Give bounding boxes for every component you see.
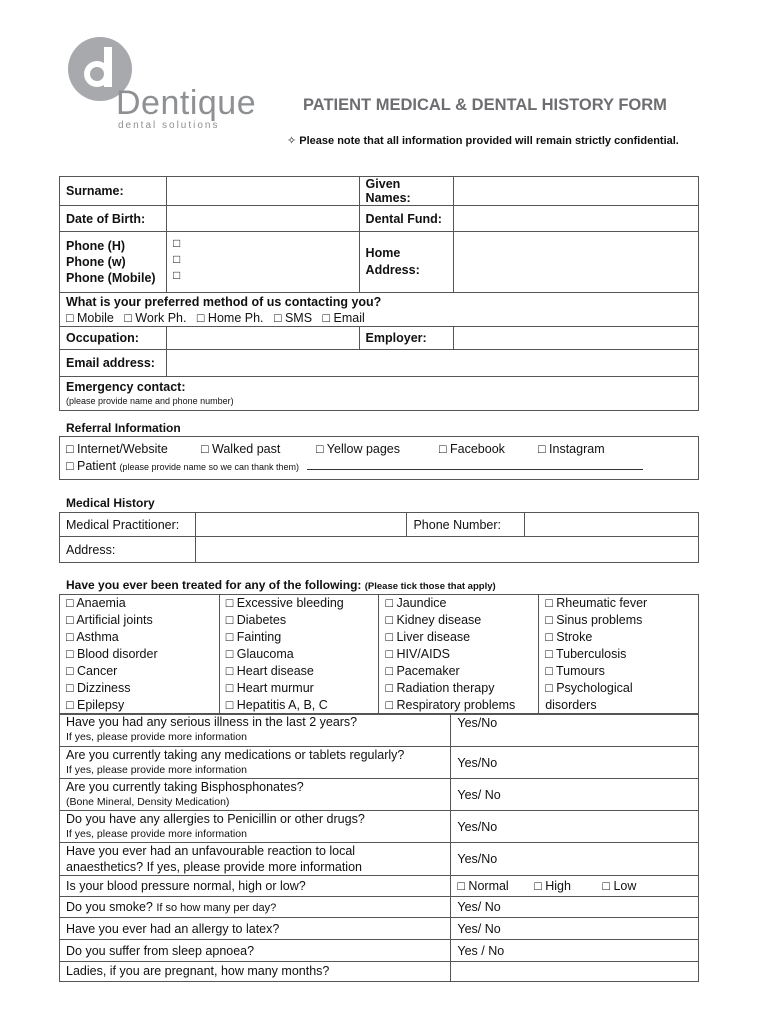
dental-fund-field[interactable] xyxy=(453,206,699,232)
condition-artificial-joints[interactable]: □ Artificial joints xyxy=(66,613,153,627)
logo-tagline: dental solutions xyxy=(118,120,220,131)
referral-table: □ Internet/Website □ Walked past □ Yellow pages □ Facebook □ Instagram □ Patient (please provide name so we can thank them) xyxy=(59,436,699,480)
email-label: Email address: xyxy=(60,350,167,377)
dob-field[interactable] xyxy=(166,206,359,232)
condition-asthma[interactable]: □ Asthma xyxy=(66,630,119,644)
condition-pacemaker[interactable]: □ Pacemaker xyxy=(385,664,460,678)
dental-fund-label: Dental Fund: xyxy=(359,206,453,232)
condition-excessive-bleeding[interactable]: □ Excessive bleeding xyxy=(225,596,344,610)
condition-psychological-cont: disorders xyxy=(545,698,597,712)
personal-details-table xyxy=(59,176,699,411)
smoke-question: Do you smoke? If so how many per day? xyxy=(60,897,451,918)
confidential-notice: ✧ Please note that all information provided will remain strictly confidential. xyxy=(287,135,679,147)
contact-option-work[interactable]: □ Work Ph. xyxy=(124,310,187,325)
contact-option-sms[interactable]: □ SMS xyxy=(273,310,313,325)
condition-respiratory[interactable]: □ Respiratory problems xyxy=(385,698,516,712)
pregnant-question: Ladies, if you are pregnant, how many months? xyxy=(60,962,451,982)
condition-tumours[interactable]: □ Tumours xyxy=(545,664,605,678)
condition-tuberculosis[interactable]: □ Tuberculosis xyxy=(545,647,627,661)
pregnant-answer[interactable] xyxy=(451,962,699,982)
diamond-bullet-icon: ✧ xyxy=(287,135,297,147)
condition-psychological[interactable]: □ Psychological xyxy=(545,681,633,695)
conditions-col-4 xyxy=(539,595,699,715)
condition-heart-murmur[interactable]: □ Heart murmur xyxy=(225,681,314,695)
contact-option-home[interactable]: □ Home Ph. xyxy=(196,310,264,325)
referral-patient[interactable]: □ Patient xyxy=(66,458,116,473)
practitioner-phone-label: Phone Number: xyxy=(407,513,525,537)
page-title: PATIENT MEDICAL & DENTAL HISTORY FORM xyxy=(303,96,667,114)
referral-walked-past[interactable]: □ Walked past xyxy=(201,441,281,456)
condition-diabetes[interactable]: □ Diabetes xyxy=(225,613,287,627)
occupation-field[interactable] xyxy=(166,327,359,350)
given-names-label: Given Names: xyxy=(359,177,453,206)
answer-yes-no[interactable]: Yes/No xyxy=(451,714,699,747)
practitioner-field[interactable] xyxy=(195,513,407,537)
emergency-contact[interactable]: Emergency contact: (please provide name and phone number) xyxy=(60,377,699,411)
answer-yes-no[interactable]: Yes/No xyxy=(451,843,699,876)
question-row: Have you ever had an unfavourable reaction to local anaesthetics? If yes, please provide more information xyxy=(60,843,451,876)
conditions-col-2 xyxy=(219,595,379,715)
practitioner-label: Medical Practitioner: xyxy=(60,513,196,537)
blood-pressure-options xyxy=(451,876,699,897)
smoke-answer[interactable]: Yes/ No xyxy=(451,897,699,918)
latex-question: Have you ever had an allergy to latex? xyxy=(60,918,451,940)
practitioner-address-field[interactable] xyxy=(195,537,698,563)
referral-instagram[interactable]: □ Instagram xyxy=(538,441,605,456)
medical-history-heading: Medical History xyxy=(66,496,155,510)
condition-hiv-aids[interactable]: □ HIV/AIDS xyxy=(385,647,450,661)
practitioner-phone-field[interactable] xyxy=(525,513,699,537)
bp-high-option[interactable]: □ High xyxy=(534,879,571,893)
condition-radiation-therapy[interactable]: □ Radiation therapy xyxy=(385,681,495,695)
home-address-field[interactable] xyxy=(453,232,699,293)
dob-label: Date of Birth: xyxy=(60,206,167,232)
logo-name: Dentique xyxy=(116,84,257,122)
conditions-col-3 xyxy=(379,595,539,715)
contact-preference: What is your preferred method of us contacting you? □ Mobile □ Work Ph. □ Home Ph. □ SMS □ Email xyxy=(60,293,699,327)
condition-stroke[interactable]: □ Stroke xyxy=(545,630,593,644)
practitioner-address-label: Address: xyxy=(60,537,196,563)
email-field[interactable] xyxy=(166,350,698,377)
referral-yellow-pages[interactable]: □ Yellow pages xyxy=(316,441,401,456)
surname-label: Surname: xyxy=(60,177,167,206)
referral-patient-line[interactable] xyxy=(307,469,643,470)
condition-sinus[interactable]: □ Sinus problems xyxy=(545,613,643,627)
condition-blood-disorder[interactable]: □ Blood disorder xyxy=(66,647,158,661)
bp-normal-option[interactable]: □ Normal xyxy=(457,879,509,893)
phone-labels: Phone (H) Phone (w) Phone (Mobile) xyxy=(60,232,167,293)
condition-anaemia[interactable]: □ Anaemia xyxy=(66,596,126,610)
employer-field[interactable] xyxy=(453,327,699,350)
condition-kidney-disease[interactable]: □ Kidney disease xyxy=(385,613,482,627)
blood-pressure-question: Is your blood pressure normal, high or low? xyxy=(60,876,451,897)
question-row: Have you had any serious illness in the last 2 years? If yes, please provide more information xyxy=(60,714,451,747)
phone-fields[interactable]: □ □ □ xyxy=(166,232,359,293)
question-row: Are you currently taking any medications or tablets regularly? If yes, please provide more information xyxy=(60,747,451,779)
referral-heading: Referral Information xyxy=(66,421,181,435)
latex-answer[interactable]: Yes/ No xyxy=(451,918,699,940)
condition-rheumatic-fever[interactable]: □ Rheumatic fever xyxy=(545,596,648,610)
medical-history-table xyxy=(59,512,699,563)
employer-label: Employer: xyxy=(359,327,453,350)
questions-table xyxy=(59,713,699,982)
answer-yes-no[interactable]: Yes/No xyxy=(451,747,699,779)
answer-yes-no[interactable]: Yes/ No xyxy=(451,779,699,811)
question-row: Are you currently taking Bisphosphonates? (Bone Mineral, Density Medication) xyxy=(60,779,451,811)
conditions-heading: Have you ever been treated for any of the following: (Please tick those that apply) xyxy=(66,578,496,592)
question-row: Do you have any allergies to Penicillin or other drugs? If yes, please provide more information xyxy=(60,811,451,843)
contact-option-mobile[interactable]: □ Mobile xyxy=(66,310,114,325)
condition-glaucoma[interactable]: □ Glaucoma xyxy=(225,647,294,661)
condition-jaundice[interactable]: □ Jaundice xyxy=(385,596,447,610)
conditions-col-1 xyxy=(60,595,220,715)
referral-facebook[interactable]: □ Facebook xyxy=(439,441,505,456)
contact-option-email[interactable]: □ Email xyxy=(322,310,365,325)
referral-internet[interactable]: □ Internet/Website xyxy=(66,441,168,456)
surname-field[interactable] xyxy=(166,177,359,206)
condition-liver-disease[interactable]: □ Liver disease xyxy=(385,630,471,644)
condition-fainting[interactable]: □ Fainting xyxy=(225,630,282,644)
answer-yes-no[interactable]: Yes/No xyxy=(451,811,699,843)
apnoea-question: Do you suffer from sleep apnoea? xyxy=(60,940,451,962)
home-address-label: Home Address: xyxy=(359,232,453,293)
condition-cancer[interactable]: □ Cancer xyxy=(66,664,118,678)
bp-low-option[interactable]: □ Low xyxy=(602,879,637,893)
apnoea-answer[interactable]: Yes / No xyxy=(451,940,699,962)
conditions-table xyxy=(59,594,699,715)
condition-dizziness[interactable]: □ Dizziness xyxy=(66,681,131,695)
occupation-label: Occupation: xyxy=(60,327,167,350)
given-names-field[interactable] xyxy=(453,177,699,206)
condition-hepatitis[interactable]: □ Hepatitis A, B, C xyxy=(225,698,328,712)
condition-epilepsy[interactable]: □ Epilepsy xyxy=(66,698,125,712)
condition-heart-disease[interactable]: □ Heart disease xyxy=(225,664,314,678)
